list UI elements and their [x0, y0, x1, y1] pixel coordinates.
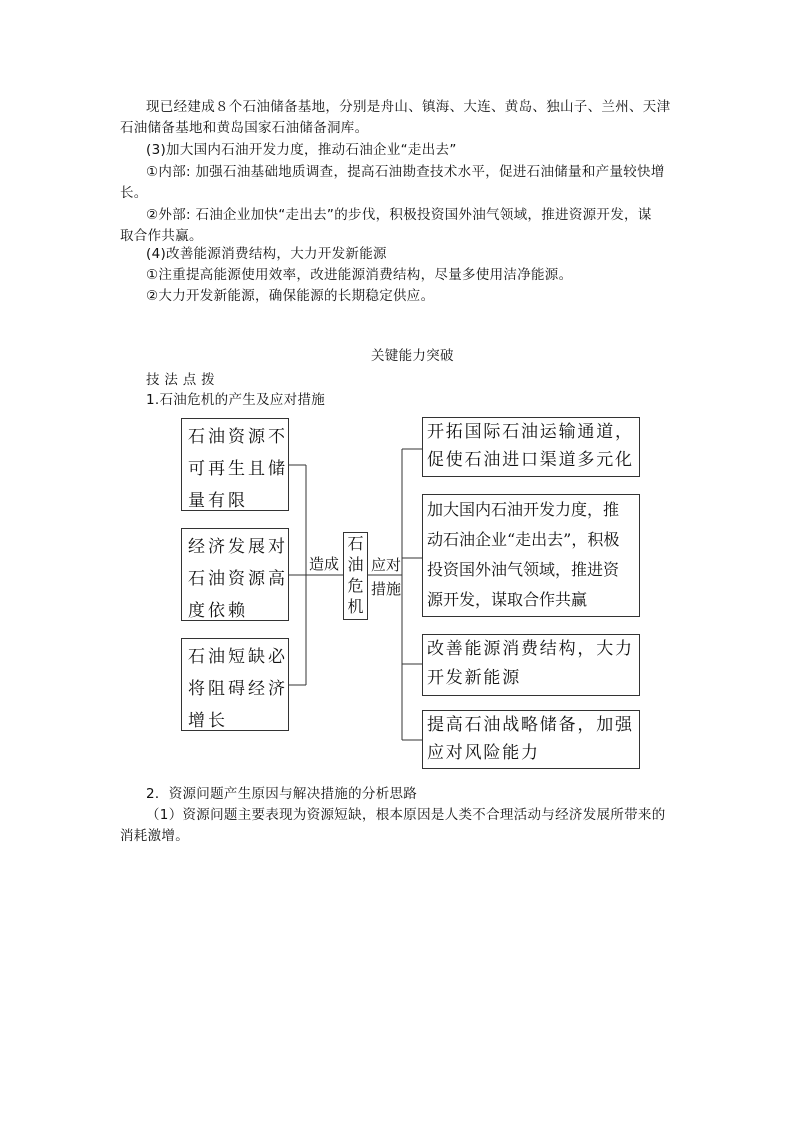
center-char-3: 危 — [347, 576, 364, 595]
cause-box-2 — [181, 528, 289, 621]
response-label-line-1: 应对 — [371, 556, 402, 574]
measure-box-4 — [422, 710, 640, 769]
measure-3-line-2: 开发新能源 — [427, 668, 521, 688]
measure-1-line-1: 开拓国际石油运输通道， — [427, 422, 634, 442]
para-4-line-2: 取合作共赢。 — [120, 228, 203, 244]
cause-2-line-2: 石油资源高 — [188, 569, 288, 589]
measure-2-line-1: 加大国内石油开发力度，推 — [427, 500, 620, 519]
para-1-line-2: 石油储备基地和黄岛国家石油储备洞库。 — [120, 120, 369, 136]
para-7: ②大力开发新能源，确保能源的长期稳定供应。 — [146, 288, 435, 304]
section-subtitle: 技 法 点 拨 — [146, 372, 215, 388]
measure-4-line-1: 提高石油战略储备，加强 — [427, 715, 634, 735]
measure-2-line-4: 源开发，谋取合作共赢 — [427, 590, 588, 609]
cause-3-line-1: 石油短缺必 — [188, 647, 288, 667]
para-5: (4)改善能源消费结构，大力开发新能源 — [146, 246, 387, 262]
para-2: (3)加大国内石油开发力度，推动石油企业“走出去” — [146, 142, 457, 158]
item-1-heading: 1.石油危机的产生及应对措施 — [146, 392, 326, 408]
measure-1-line-2: 促使石油进口渠道多元化 — [427, 450, 634, 470]
para-6: ①注重提高能源使用效率，改进能源消费结构，尽量多使用洁净能源。 — [146, 267, 573, 283]
cause-box-1 — [181, 418, 289, 511]
center-char-2: 油 — [347, 555, 364, 574]
para-3-line-2: 长。 — [120, 185, 148, 201]
center-char-4: 机 — [347, 597, 364, 616]
cause-1-line-3: 量有限 — [188, 491, 248, 511]
cause-3-line-2: 将阻碍经济 — [188, 679, 288, 699]
cause-box-3 — [181, 638, 289, 731]
cause-1-line-1: 石油资源不 — [188, 427, 288, 447]
center-box-oil-crisis — [343, 532, 368, 620]
para-1-line-1: 现已经建成８个石油储备基地，分别是舟山、镇海、大连、黄岛、独山子、兰州、天津 — [146, 99, 671, 115]
link-label-cause: 造成 — [309, 555, 340, 573]
para-4-line-1: ②外部: 石油企业加快“走出去”的步伐，积极投资国外油气领域，推进资源开发，谋 — [146, 207, 652, 223]
center-char-1: 石 — [347, 534, 364, 553]
item-2-line-2: 消耗激增。 — [120, 828, 189, 844]
measure-box-2 — [422, 494, 640, 617]
measure-box-3 — [422, 634, 640, 696]
section-title: 关键能力突破 — [371, 348, 454, 364]
measure-box-1 — [422, 417, 640, 477]
item-2-line-1: （1）资源问题主要表现为资源短缺，根本原因是人类不合理活动与经济发展所带来的 — [146, 807, 666, 823]
measure-3-line-1: 改善能源消费结构，大力 — [427, 639, 634, 659]
cause-1-line-2: 可再生且储 — [188, 459, 288, 479]
measure-2-line-3: 投资国外油气领域，推进资 — [427, 560, 620, 579]
item-2-heading: 2．资源问题产生原因与解决措施的分析思路 — [146, 786, 418, 802]
response-label-line-2: 措施 — [371, 580, 402, 598]
cause-3-line-3: 增长 — [188, 711, 228, 731]
cause-2-line-3: 度依赖 — [188, 601, 248, 621]
measure-4-line-2: 应对风险能力 — [427, 743, 540, 763]
cause-2-line-1: 经济发展对 — [188, 537, 288, 557]
measure-2-line-2: 动石油企业“走出去”，积极 — [427, 530, 620, 549]
para-3-line-1: ①内部: 加强石油基础地质调查，提高石油勘查技术水平，促进石油储量和产量较快增 — [146, 164, 665, 180]
